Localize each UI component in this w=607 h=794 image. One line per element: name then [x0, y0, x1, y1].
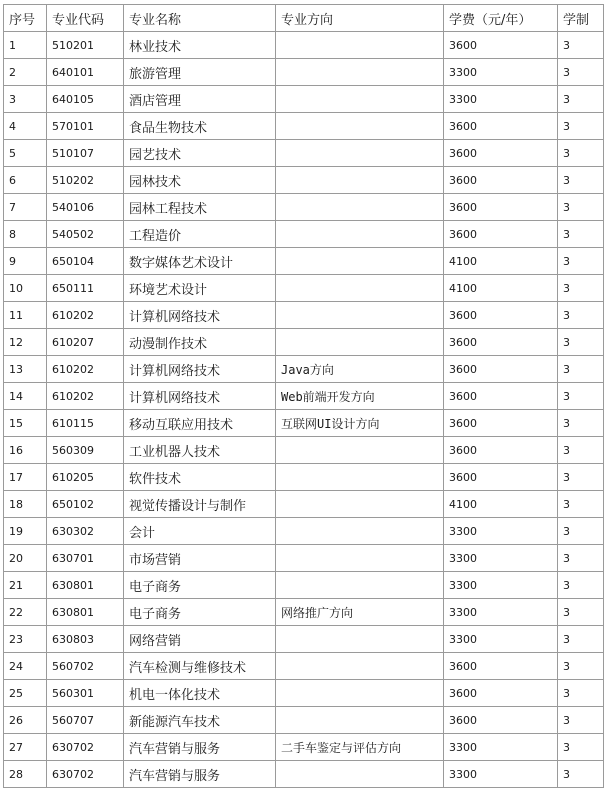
major-code-cell: 630803 — [47, 626, 124, 653]
tuition-fee-cell: 3300 — [444, 545, 558, 572]
major-code-cell: 610202 — [47, 383, 124, 410]
tuition-fee-cell: 3600 — [444, 194, 558, 221]
tuition-fee-cell: 3300 — [444, 734, 558, 761]
major-direction-cell: 网络推广方向 — [276, 599, 444, 626]
majors-fee-table — [3, 4, 604, 788]
major-direction-cell: 互联网UI设计方向 — [276, 410, 444, 437]
table-row — [4, 248, 604, 275]
major-direction-cell — [276, 545, 444, 572]
row-number-cell: 3 — [4, 86, 47, 113]
major-name-cell: 食品生物技术 — [124, 113, 276, 140]
major-name-cell: 计算机网络技术 — [124, 356, 276, 383]
study-years-cell: 3 — [558, 545, 604, 572]
major-direction-cell — [276, 248, 444, 275]
table-row — [4, 734, 604, 761]
major-name-cell: 园林技术 — [124, 167, 276, 194]
study-years-cell: 3 — [558, 599, 604, 626]
tuition-fee-cell: 3600 — [444, 302, 558, 329]
tuition-fee-cell: 4100 — [444, 248, 558, 275]
row-number-cell: 15 — [4, 410, 47, 437]
table-row — [4, 410, 604, 437]
major-code-cell: 640101 — [47, 59, 124, 86]
tuition-fee-cell: 3600 — [444, 140, 558, 167]
study-years-cell: 3 — [558, 626, 604, 653]
header-name: 专业名称 — [124, 5, 276, 32]
row-number-cell: 8 — [4, 221, 47, 248]
tuition-fee-cell: 3300 — [444, 572, 558, 599]
major-code-cell: 610205 — [47, 464, 124, 491]
study-years-cell: 3 — [558, 356, 604, 383]
table-row — [4, 437, 604, 464]
major-name-cell: 汽车营销与服务 — [124, 761, 276, 788]
header-direction: 专业方向 — [276, 5, 444, 32]
major-code-cell: 610207 — [47, 329, 124, 356]
major-direction-cell — [276, 113, 444, 140]
major-direction-cell — [276, 464, 444, 491]
major-name-cell: 网络营销 — [124, 626, 276, 653]
major-name-cell: 会计 — [124, 518, 276, 545]
major-code-cell: 610115 — [47, 410, 124, 437]
row-number-cell: 9 — [4, 248, 47, 275]
major-code-cell: 560707 — [47, 707, 124, 734]
major-name-cell: 动漫制作技术 — [124, 329, 276, 356]
major-code-cell: 650111 — [47, 275, 124, 302]
major-direction-cell — [276, 653, 444, 680]
major-direction-cell — [276, 275, 444, 302]
study-years-cell: 3 — [558, 383, 604, 410]
row-number-cell: 7 — [4, 194, 47, 221]
major-code-cell: 650102 — [47, 491, 124, 518]
major-name-cell: 工程造价 — [124, 221, 276, 248]
tuition-fee-cell: 3600 — [444, 113, 558, 140]
row-number-cell: 17 — [4, 464, 47, 491]
row-number-cell: 22 — [4, 599, 47, 626]
major-direction-cell — [276, 626, 444, 653]
major-code-cell: 560301 — [47, 680, 124, 707]
row-number-cell: 28 — [4, 761, 47, 788]
tuition-fee-cell: 3600 — [444, 32, 558, 59]
table-row — [4, 86, 604, 113]
tuition-fee-cell: 3600 — [444, 329, 558, 356]
major-direction-cell — [276, 32, 444, 59]
major-direction-cell — [276, 221, 444, 248]
major-name-cell: 视觉传播设计与制作 — [124, 491, 276, 518]
study-years-cell: 3 — [558, 572, 604, 599]
study-years-cell: 3 — [558, 761, 604, 788]
tuition-fee-cell: 4100 — [444, 275, 558, 302]
table-row — [4, 59, 604, 86]
major-name-cell: 计算机网络技术 — [124, 302, 276, 329]
major-name-cell: 电子商务 — [124, 572, 276, 599]
table-row — [4, 194, 604, 221]
row-number-cell: 5 — [4, 140, 47, 167]
study-years-cell: 3 — [558, 59, 604, 86]
study-years-cell: 3 — [558, 491, 604, 518]
row-number-cell: 4 — [4, 113, 47, 140]
study-years-cell: 3 — [558, 464, 604, 491]
major-code-cell: 610202 — [47, 356, 124, 383]
major-name-cell: 市场营销 — [124, 545, 276, 572]
table-row — [4, 275, 604, 302]
tuition-fee-cell: 3600 — [444, 464, 558, 491]
major-direction-cell — [276, 491, 444, 518]
tuition-fee-cell: 3600 — [444, 680, 558, 707]
major-direction-cell: 二手车鉴定与评估方向 — [276, 734, 444, 761]
table-row — [4, 113, 604, 140]
table-row — [4, 302, 604, 329]
tuition-fee-cell: 3300 — [444, 59, 558, 86]
row-number-cell: 12 — [4, 329, 47, 356]
tuition-fee-cell: 4100 — [444, 491, 558, 518]
major-code-cell: 540106 — [47, 194, 124, 221]
table-row — [4, 599, 604, 626]
major-code-cell: 540502 — [47, 221, 124, 248]
table-row — [4, 518, 604, 545]
tuition-fee-cell: 3300 — [444, 599, 558, 626]
major-code-cell: 510107 — [47, 140, 124, 167]
table-row — [4, 329, 604, 356]
tuition-fee-cell: 3600 — [444, 707, 558, 734]
header-fee: 学费（元/年） — [444, 5, 558, 32]
major-direction-cell — [276, 518, 444, 545]
row-number-cell: 13 — [4, 356, 47, 383]
tuition-fee-cell: 3600 — [444, 653, 558, 680]
study-years-cell: 3 — [558, 410, 604, 437]
study-years-cell: 3 — [558, 707, 604, 734]
study-years-cell: 3 — [558, 329, 604, 356]
row-number-cell: 26 — [4, 707, 47, 734]
row-number-cell: 19 — [4, 518, 47, 545]
major-code-cell: 640105 — [47, 86, 124, 113]
study-years-cell: 3 — [558, 680, 604, 707]
study-years-cell: 3 — [558, 86, 604, 113]
study-years-cell: 3 — [558, 653, 604, 680]
tuition-fee-cell: 3300 — [444, 86, 558, 113]
major-direction-cell — [276, 59, 444, 86]
row-number-cell: 10 — [4, 275, 47, 302]
major-direction-cell — [276, 86, 444, 113]
major-code-cell: 630701 — [47, 545, 124, 572]
row-number-cell: 11 — [4, 302, 47, 329]
major-direction-cell — [276, 680, 444, 707]
major-code-cell: 560702 — [47, 653, 124, 680]
major-name-cell: 酒店管理 — [124, 86, 276, 113]
tuition-fee-cell: 3600 — [444, 167, 558, 194]
study-years-cell: 3 — [558, 221, 604, 248]
major-direction-cell — [276, 329, 444, 356]
row-number-cell: 6 — [4, 167, 47, 194]
header-years: 学制 — [558, 5, 604, 32]
major-code-cell: 630302 — [47, 518, 124, 545]
major-code-cell: 650104 — [47, 248, 124, 275]
tuition-fee-cell: 3300 — [444, 626, 558, 653]
row-number-cell: 1 — [4, 32, 47, 59]
study-years-cell: 3 — [558, 518, 604, 545]
major-name-cell: 园林工程技术 — [124, 194, 276, 221]
major-direction-cell — [276, 140, 444, 167]
table-row — [4, 32, 604, 59]
major-name-cell: 计算机网络技术 — [124, 383, 276, 410]
study-years-cell: 3 — [558, 32, 604, 59]
row-number-cell: 20 — [4, 545, 47, 572]
table-row — [4, 140, 604, 167]
tuition-fee-cell: 3300 — [444, 761, 558, 788]
table-row — [4, 383, 604, 410]
row-number-cell: 18 — [4, 491, 47, 518]
study-years-cell: 3 — [558, 275, 604, 302]
table-row — [4, 707, 604, 734]
major-name-cell: 园艺技术 — [124, 140, 276, 167]
major-direction-cell — [276, 761, 444, 788]
table-row — [4, 221, 604, 248]
study-years-cell: 3 — [558, 194, 604, 221]
study-years-cell: 3 — [558, 302, 604, 329]
major-name-cell: 工业机器人技术 — [124, 437, 276, 464]
major-name-cell: 电子商务 — [124, 599, 276, 626]
major-code-cell: 560309 — [47, 437, 124, 464]
major-code-cell: 610202 — [47, 302, 124, 329]
row-number-cell: 2 — [4, 59, 47, 86]
major-name-cell: 移动互联应用技术 — [124, 410, 276, 437]
major-direction-cell — [276, 707, 444, 734]
major-code-cell: 630801 — [47, 599, 124, 626]
header-no: 序号 — [4, 5, 47, 32]
table-row — [4, 356, 604, 383]
study-years-cell: 3 — [558, 248, 604, 275]
major-name-cell: 林业技术 — [124, 32, 276, 59]
major-name-cell: 环境艺术设计 — [124, 275, 276, 302]
major-code-cell: 630801 — [47, 572, 124, 599]
row-number-cell: 24 — [4, 653, 47, 680]
major-name-cell: 汽车营销与服务 — [124, 734, 276, 761]
major-name-cell: 机电一体化技术 — [124, 680, 276, 707]
tuition-fee-cell: 3600 — [444, 383, 558, 410]
table-row — [4, 167, 604, 194]
row-number-cell: 21 — [4, 572, 47, 599]
major-code-cell: 630702 — [47, 734, 124, 761]
tuition-fee-cell: 3600 — [444, 221, 558, 248]
major-direction-cell — [276, 572, 444, 599]
tuition-fee-cell: 3600 — [444, 356, 558, 383]
study-years-cell: 3 — [558, 113, 604, 140]
table-row — [4, 491, 604, 518]
major-code-cell: 510201 — [47, 32, 124, 59]
major-name-cell: 软件技术 — [124, 464, 276, 491]
major-direction-cell — [276, 437, 444, 464]
tuition-fee-cell: 3300 — [444, 518, 558, 545]
row-number-cell: 16 — [4, 437, 47, 464]
tuition-fee-cell: 3600 — [444, 410, 558, 437]
major-code-cell: 630702 — [47, 761, 124, 788]
study-years-cell: 3 — [558, 167, 604, 194]
table-row — [4, 545, 604, 572]
table-row — [4, 680, 604, 707]
major-name-cell: 汽车检测与维修技术 — [124, 653, 276, 680]
major-code-cell: 510202 — [47, 167, 124, 194]
major-direction-cell — [276, 167, 444, 194]
major-code-cell: 570101 — [47, 113, 124, 140]
row-number-cell: 27 — [4, 734, 47, 761]
table-row — [4, 572, 604, 599]
table-row — [4, 653, 604, 680]
major-direction-cell — [276, 194, 444, 221]
major-direction-cell: Web前端开发方向 — [276, 383, 444, 410]
row-number-cell: 14 — [4, 383, 47, 410]
major-name-cell: 新能源汽车技术 — [124, 707, 276, 734]
table-body — [4, 32, 604, 788]
study-years-cell: 3 — [558, 437, 604, 464]
tuition-fee-cell: 3600 — [444, 437, 558, 464]
major-direction-cell: Java方向 — [276, 356, 444, 383]
major-name-cell: 旅游管理 — [124, 59, 276, 86]
major-direction-cell — [276, 302, 444, 329]
header-code: 专业代码 — [47, 5, 124, 32]
row-number-cell: 23 — [4, 626, 47, 653]
row-number-cell: 25 — [4, 680, 47, 707]
study-years-cell: 3 — [558, 734, 604, 761]
table-row — [4, 626, 604, 653]
table-row — [4, 761, 604, 788]
header-row — [4, 5, 604, 32]
study-years-cell: 3 — [558, 140, 604, 167]
major-name-cell: 数字媒体艺术设计 — [124, 248, 276, 275]
table-row — [4, 464, 604, 491]
